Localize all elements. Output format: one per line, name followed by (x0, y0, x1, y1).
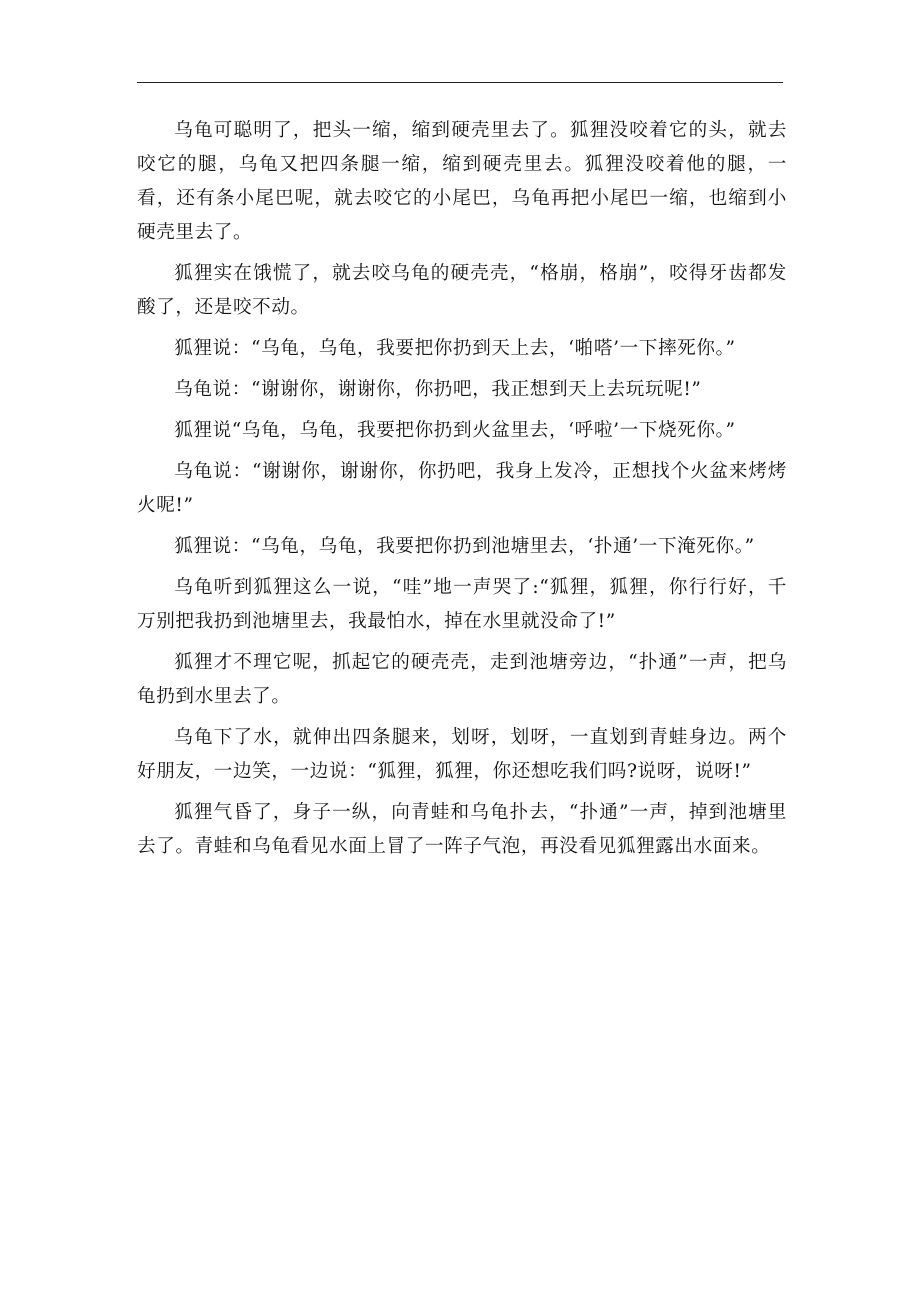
paragraph-6: 乌龟说：“谢谢你，谢谢你，你扔吧，我身上发冷，正想找个火盆来烤烤火呢!” (137, 461, 787, 516)
paragraph-4: 乌龟说：“谢谢你，谢谢你，你扔吧，我正想到天上去玩玩呢!” (174, 379, 702, 400)
paragraph-1: 乌龟可聪明了，把头一缩，缩到硬壳里去了。狐狸没咬着它的头，就去咬它的腿，乌龟又把四条腿一缩，缩到硬壳里去。狐狸没咬着他的腿，一看，还有条小尾巴呢，就去咬它的小尾巴，乌龟再把小尾巴一缩，也缩到小硬壳里去了。 (137, 120, 787, 243)
paragraph-8: 乌龟听到狐狸这么一说，“哇”地一声哭了:“狐狸，狐狸，你行行好，千万别把我扔到池塘里去，我最怕水，掉在水里就没命了!” (137, 577, 787, 632)
paragraph-3: 狐狸说：“乌龟，乌龟，我要把你扔到天上去，‘啪嗒’一下摔死你。” (174, 338, 736, 359)
paragraph-10: 乌龟下了水，就伸出四条腿来，划呀，划呀，一直划到青蛙身边。两个好朋友，一边笑，一边说：“狐狸，狐狸，你还想吃我们吗?说呀，说呀!” (137, 727, 787, 782)
paragraph-5: 狐狸说“乌龟，乌龟，我要把你扔到火盆里去，‘呼啦’一下烧死你。” (174, 420, 736, 441)
paragraph-11: 狐狸气昏了，身子一纵，向青蛙和乌龟扑去，“扑通”一声，掉到池塘里去了。青蛙和乌龟看见水面上冒了一阵子气泡，再没看见狐狸露出水面来。 (137, 802, 787, 857)
story-body (137, 114, 787, 871)
paragraph-7: 狐狸说：“乌龟，乌龟，我要把你扔到池塘里去，‘扑通’一下淹死你。” (174, 536, 755, 557)
paragraph-2: 狐狸实在饿慌了，就去咬乌龟的硬壳壳，“格崩，格崩”，咬得牙齿都发酸了，还是咬不动。 (137, 263, 787, 318)
header-rule (137, 82, 783, 83)
paragraph-9: 狐狸才不理它呢，抓起它的硬壳壳，走到池塘旁边，“扑通”一声，把乌龟扔到水里去了。 (137, 652, 787, 707)
